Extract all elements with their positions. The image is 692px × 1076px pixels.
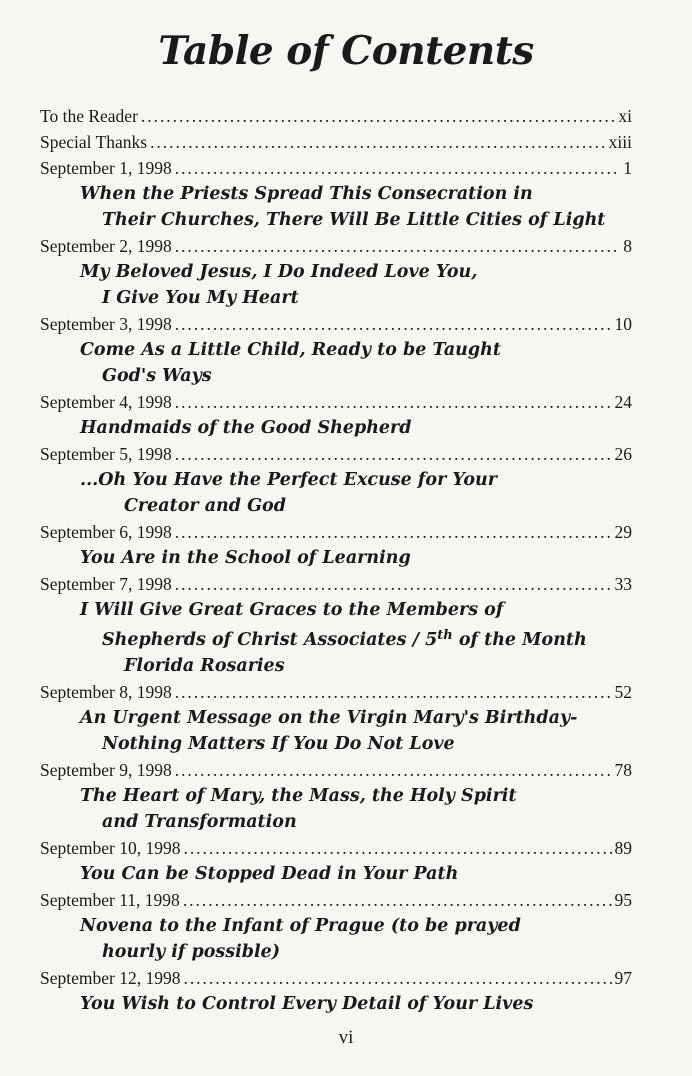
toc-entry-page: 33 xyxy=(614,574,632,594)
toc-entry[interactable] xyxy=(40,129,632,155)
subtitle-line: You Are in the School of Learning xyxy=(80,548,411,568)
dot-leader xyxy=(150,129,606,155)
toc-entry[interactable] xyxy=(40,103,632,129)
toc-entry-page: 29 xyxy=(614,522,632,542)
dot-leader xyxy=(175,757,612,783)
toc-entry-subtitle xyxy=(40,861,632,887)
toc-entry[interactable] xyxy=(40,835,632,861)
toc-entry-label: September 7, 1998 xyxy=(40,574,172,594)
dot-leader xyxy=(141,103,615,129)
dot-leader xyxy=(175,233,621,259)
dot-leader xyxy=(175,571,612,597)
toc-entry-subtitle xyxy=(40,545,632,571)
subtitle-line: The Heart of Mary, the Mass, the Holy Spirit xyxy=(80,786,517,806)
subtitle-line: Handmaids of the Good Shepherd xyxy=(80,418,412,438)
toc-entry-page: 10 xyxy=(614,314,632,334)
subtitle-line: hourly if possible) xyxy=(102,942,281,962)
toc-entry-page: xiii xyxy=(608,132,632,152)
toc-entry[interactable] xyxy=(40,757,632,783)
toc-entry-page: xi xyxy=(618,106,632,126)
toc-entry-subtitle xyxy=(40,337,632,389)
dot-leader xyxy=(183,965,611,991)
dot-leader xyxy=(175,441,612,467)
dot-leader xyxy=(175,519,612,545)
toc-entry-label: September 8, 1998 xyxy=(40,682,172,702)
toc-entry-label: To the Reader xyxy=(40,106,138,126)
toc-entry-subtitle xyxy=(40,415,632,441)
toc-entry-label: September 12, 1998 xyxy=(40,968,181,988)
toc-entry-subtitle xyxy=(40,467,632,519)
subtitle-line: When the Priests Spread This Consecration in xyxy=(80,184,533,204)
toc-entry[interactable] xyxy=(40,571,632,597)
toc-entry-page: 26 xyxy=(614,444,632,464)
toc-entry-page: 8 xyxy=(623,236,632,256)
toc-list xyxy=(40,103,632,1017)
subtitle-text: of the Month xyxy=(452,630,587,650)
toc-entry-page: 89 xyxy=(614,838,632,858)
toc-entry-subtitle xyxy=(40,259,632,311)
subtitle-line: You Can be Stopped Dead in Your Path xyxy=(80,864,459,884)
subtitle-line: Their Churches, There Will Be Little Cities of Light xyxy=(102,210,606,230)
toc-entry-page: 95 xyxy=(614,890,632,910)
superscript: th xyxy=(437,628,453,643)
subtitle-line: You Wish to Control Every Detail of Your Lives xyxy=(80,994,534,1014)
dot-leader xyxy=(175,389,612,415)
page-number: vi xyxy=(338,1027,354,1048)
subtitle-line: Florida Rosaries xyxy=(124,656,285,676)
subtitle-line: An Urgent Message on the Virgin Mary's Birthday- xyxy=(80,708,578,728)
dot-leader xyxy=(183,835,611,861)
toc-entry[interactable] xyxy=(40,233,632,259)
toc-entry[interactable] xyxy=(40,311,632,337)
toc-entry-label: September 4, 1998 xyxy=(40,392,172,412)
subtitle-line: ...Oh You Have the Perfect Excuse for Your xyxy=(80,470,497,490)
toc-entry-subtitle xyxy=(40,597,632,679)
toc-entry-label: September 3, 1998 xyxy=(40,314,172,334)
subtitle-text: Shepherds of Christ Associates / 5 xyxy=(102,630,438,650)
toc-entry-subtitle xyxy=(40,181,632,233)
page-title: Table of Contents xyxy=(158,28,534,74)
subtitle-line: and Transformation xyxy=(102,812,297,832)
toc-entry[interactable] xyxy=(40,887,632,913)
toc-entry-subtitle xyxy=(40,913,632,965)
subtitle-line: God's Ways xyxy=(102,366,212,386)
toc-entry-page: 1 xyxy=(623,158,632,178)
subtitle-line: My Beloved Jesus, I Do Indeed Love You, xyxy=(80,262,478,282)
toc-entry-label: September 5, 1998 xyxy=(40,444,172,464)
subtitle-line: Nothing Matters If You Do Not Love xyxy=(102,734,455,754)
toc-entry[interactable] xyxy=(40,679,632,705)
toc-entry-subtitle xyxy=(40,991,632,1017)
subtitle-line: I Give You My Heart xyxy=(102,288,299,308)
toc-entry[interactable] xyxy=(40,965,632,991)
toc-entry-subtitle xyxy=(40,783,632,835)
dot-leader xyxy=(175,155,621,181)
toc-entry[interactable] xyxy=(40,389,632,415)
dot-leader xyxy=(175,679,612,705)
toc-entry-label: Special Thanks xyxy=(40,132,148,152)
toc-entry[interactable] xyxy=(40,441,632,467)
toc-entry-page: 78 xyxy=(614,760,632,780)
subtitle-line xyxy=(80,623,632,653)
dot-leader xyxy=(175,311,612,337)
toc-entry-page: 24 xyxy=(614,392,632,412)
toc-entry-label: September 9, 1998 xyxy=(40,760,172,780)
subtitle-line: Novena to the Infant of Prague (to be prayed xyxy=(80,916,521,936)
toc-entry-label: September 2, 1998 xyxy=(40,236,172,256)
toc-entry[interactable] xyxy=(40,519,632,545)
subtitle-line: Come As a Little Child, Ready to be Taught xyxy=(80,340,501,360)
toc-entry-label: September 6, 1998 xyxy=(40,522,172,542)
toc-entry-page: 52 xyxy=(614,682,632,702)
toc-entry-label: September 1, 1998 xyxy=(40,158,172,178)
toc-entry-label: September 11, 1998 xyxy=(40,890,180,910)
dot-leader xyxy=(183,887,612,913)
toc-entry-subtitle xyxy=(40,705,632,757)
toc-entry-label: September 10, 1998 xyxy=(40,838,181,858)
subtitle-line: I Will Give Great Graces to the Members of xyxy=(80,600,504,620)
toc-entry-page: 97 xyxy=(614,968,632,988)
subtitle-line: Creator and God xyxy=(124,496,286,516)
toc-entry[interactable] xyxy=(40,155,632,181)
